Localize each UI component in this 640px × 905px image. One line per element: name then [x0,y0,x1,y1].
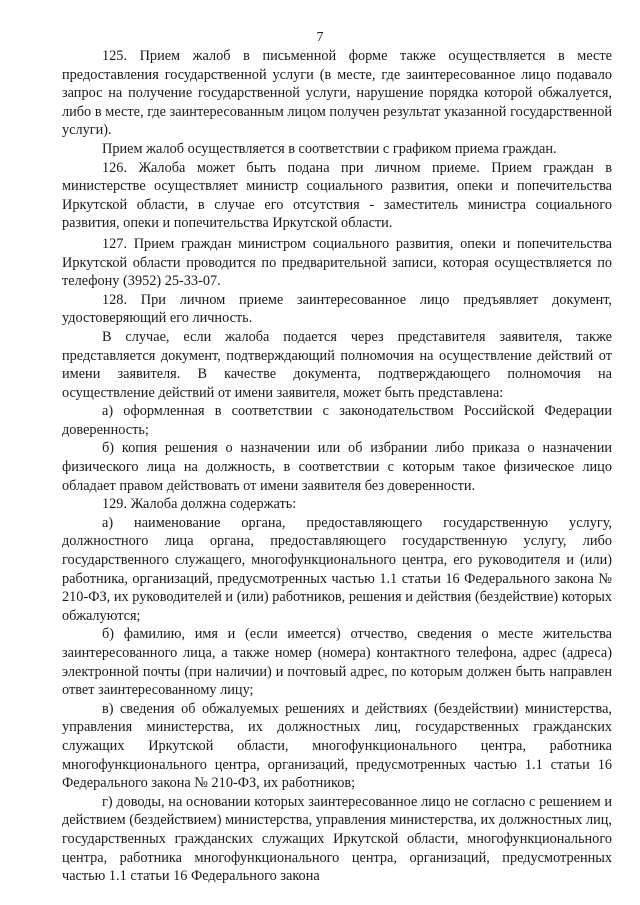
paragraph-schedule: Прием жалоб осуществляется в соответствии с графиком приема граждан. [102,140,557,157]
page-number: 7 [316,30,324,45]
paragraph-127: 127. Прием граждан министром социального развития, опеки и попечительства Иркутской области проводится по предварительной записи, которая осуществляется по телефону (3952) 25-33-07. [62,235,612,290]
list-item-a-authority-name: а) наименование органа, предоставляющего государственную услугу, должностного лица органа, предоставляющего государственную услугу, либо государственного служащего, многофункционального центра, его руководителя и (или) работника, организаций, предусмотренных частью 1.1 статьи 16 Федерального закона № 210-ФЗ, их руководителей и (или) работников, решения и действия (бездействие) которых обжалуются; [62,514,612,624]
list-item-a-power-of-attorney: а) оформленная в соответствии с законодательством Российской Федерации доверенность; [62,403,612,438]
paragraph-representative: В случае, если жалоба подается через представителя заявителя, также представляется документ, подтверждающий полномочия на осуществление действий от имени заявителя. В качестве документа, подтверждающего полномочия на осуществление действий от имени заявителя, может быть представлена: [62,328,612,401]
paragraph-126: 126. Жалоба может быть подана при личном приеме. Прием граждан в министерстве осуществляет министр социального развития, опеки и попечительства Иркутской области, в случае его отсутствия - заместитель министра социального развития, опеки и попечительства Иркутской области. [62,159,612,232]
paragraph-125: 125. Прием жалоб в письменной форме также осуществляется в месте предоставления государственной услуги (в месте, где заинтересованное лицо подавало запрос на получение государственной услуги, нарушение порядка которой обжалуется, либо в месте, где заинтересованным лицом получен результат указанной государственной услуги). [62,48,612,139]
list-item-b-appointment-copy: б) копия решения о назначении или об избрании либо приказа о назначении физического лица на должность, в соответствии с которым такое физическое лицо обладает правом действовать от имени заявителя без доверенности. [62,440,612,494]
paragraph-128: 128. При личном приеме заинтересованное лицо предъявляет документ, удостоверяющий его личность. [62,291,612,327]
document-body [62,47,612,886]
list-item-b-personal-details: б) фамилию, имя и (если имеется) отчество, сведения о месте жительства заинтересованного лица, а также номер (номера) контактного телефона, адрес (адреса) электронной почты (при наличии) и почтовый адрес, по которым должен быть направлен ответ заинтересованному лицу; [62,626,612,699]
list-item-v-appealed-decisions: в) сведения об обжалуемых решениях и действиях (бездействии) министерства, управления министерства, их должностных лиц, государственных гражданских служащих Иркутской области, многофункционального центра, работника многофункционального центра, организаций, предусмотренных частью 1.1 статьи 16 Федерального закона № 210-ФЗ, их работников; [62,700,612,792]
list-item-g-arguments: г) доводы, на основании которых заинтересованное лицо не согласно с решением и действием (бездействием) министерства, управления министерства, их должностных лиц, государственных гражданских служащих Иркутской области, многофункционального центра, работника многофункционального центра, организаций, предусмотренных частью 1.1 статьи 16 Федерального закона [62,793,612,885]
paragraph-129: 129. Жалоба должна содержать: [102,496,297,513]
